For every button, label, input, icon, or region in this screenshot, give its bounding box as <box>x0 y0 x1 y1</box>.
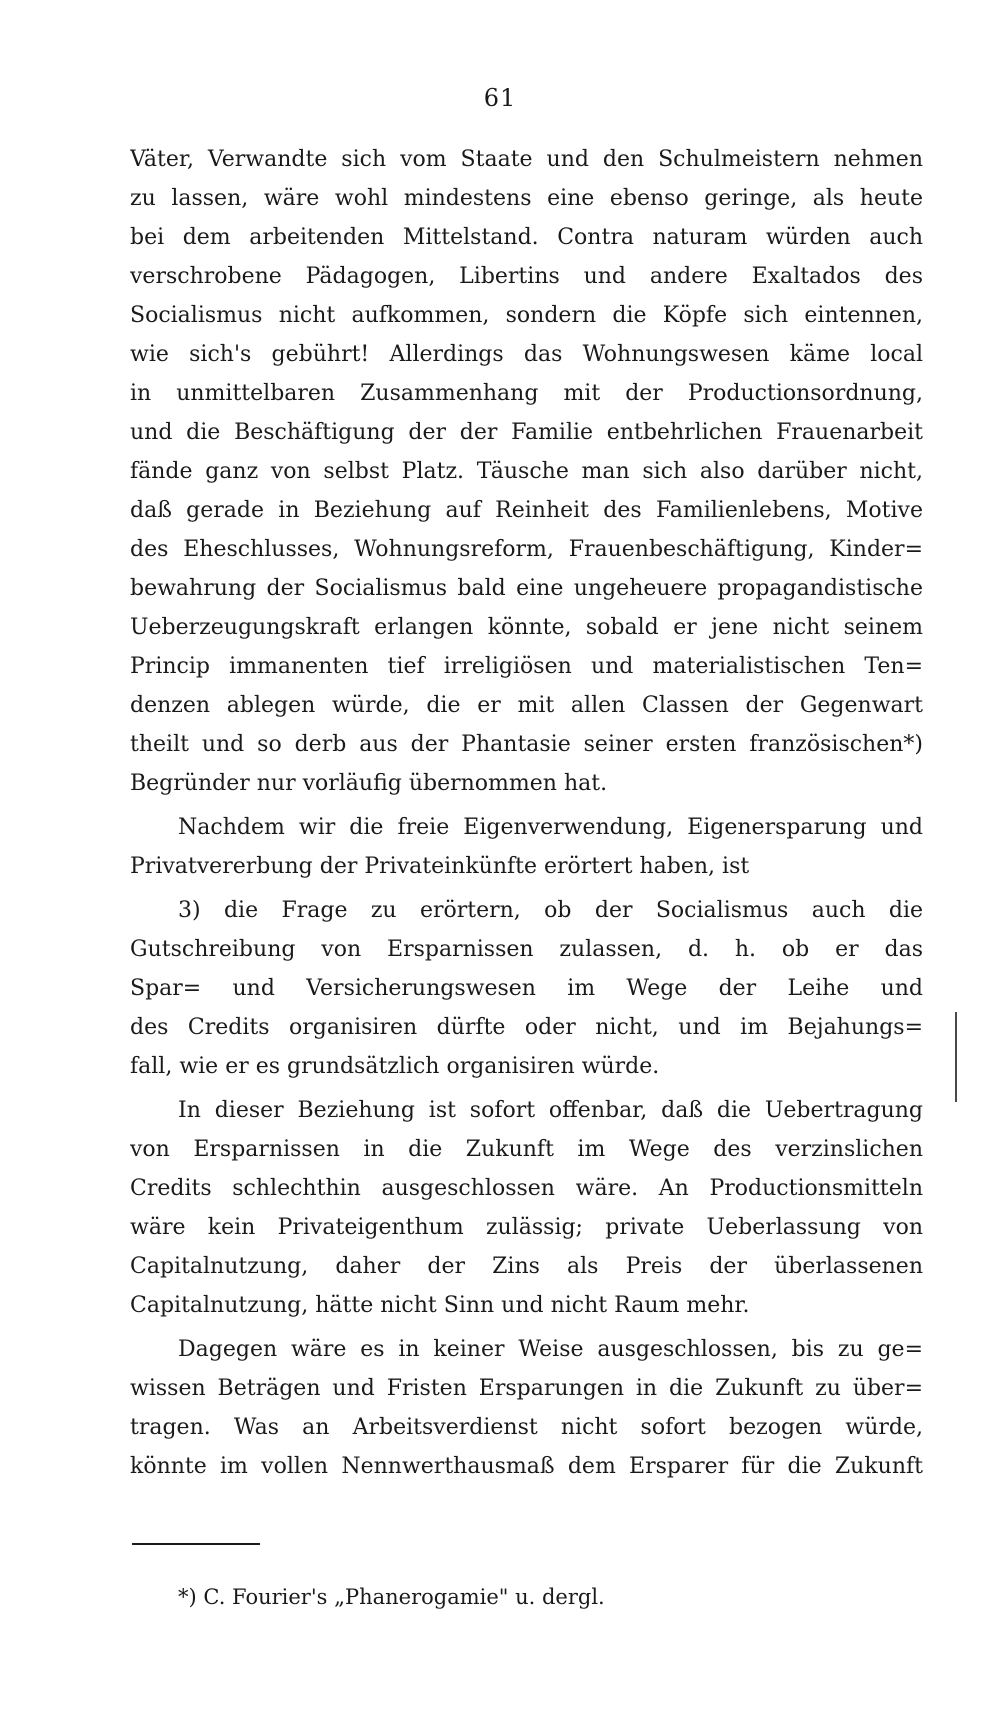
text-line: Väter, Verwandte sich vom Staate und den Schulmeistern nehmen <box>130 147 923 172</box>
text-line: in unmittelbaren Zusammenhang mit der Productionsordnung, <box>130 381 923 406</box>
text-line: Credits schlechthin ausgeschlossen wäre. An Productionsmitteln <box>130 1176 923 1201</box>
text-line: bei dem arbeitenden Mittelstand. Contra naturam würden auch <box>130 225 923 250</box>
text-line: Ueberzeugungskraft erlangen könnte, sobald er jene nicht seinem <box>130 615 923 640</box>
paragraph-5 <box>130 1330 923 1486</box>
text-line: Capitalnutzung, daher der Zins als Preis der überlassenen <box>130 1254 923 1279</box>
paragraph-3 <box>130 891 923 1086</box>
text-line: wissen Beträgen und Fristen Ersparungen in die Zukunft zu über= <box>130 1376 923 1401</box>
text-line: wie sich's gebührt! Allerdings das Wohnungswesen käme local <box>130 342 923 367</box>
body-text <box>130 140 923 1486</box>
text-line: des Credits organisiren dürfte oder nicht, und im Bejahungs= <box>130 1015 923 1040</box>
text-line: wäre kein Privateigenthum zulässig; private Ueberlassung von <box>130 1215 923 1240</box>
text-line: 3) die Frage zu erörtern, ob der Socialismus auch die <box>178 898 923 923</box>
footnote-divider <box>132 1543 260 1545</box>
text-line: Socialismus nicht aufkommen, sondern die Köpfe sich eintennen, <box>130 303 923 328</box>
text-line: theilt und so derb aus der Phantasie seiner ersten französischen*) <box>130 732 923 757</box>
paragraph-1 <box>130 140 923 803</box>
text-line: könnte im vollen Nennwerthausmaß dem Ersparer für die Zukunft <box>130 1454 923 1479</box>
text-line: Nachdem wir die freie Eigenverwendung, Eigenersparung und <box>178 815 923 840</box>
paragraph-4 <box>130 1091 923 1325</box>
text-line: bewahrung der Socialismus bald eine ungeheuere propagandistische <box>130 576 923 601</box>
text-line: Gutschreibung von Ersparnissen zulassen, d. h. ob er das <box>130 937 923 962</box>
text-line: Privatvererbung der Privateinkünfte erörtert haben, ist <box>130 854 750 879</box>
paragraph-2 <box>130 808 923 886</box>
margin-pencil-mark <box>955 1012 957 1102</box>
text-line: und die Beschäftigung der der Familie entbehrlichen Frauenarbeit <box>130 420 923 445</box>
text-line: des Eheschlusses, Wohnungsreform, Frauenbeschäftigung, Kinder= <box>130 537 923 562</box>
text-line: Spar= und Versicherungswesen im Wege der Leihe und <box>130 976 923 1001</box>
text-line: tragen. Was an Arbeitsverdienst nicht sofort bezogen würde, <box>130 1415 923 1440</box>
page-number: 61 <box>483 84 517 112</box>
text-line: Princip immanenten tief irreligiösen und materialistischen Ten= <box>130 654 923 679</box>
text-line: fände ganz von selbst Platz. Täusche man sich also darüber nicht, <box>130 459 923 484</box>
text-line: denzen ablegen würde, die er mit allen Classen der Gegenwart <box>130 693 923 718</box>
text-line: Capitalnutzung, hätte nicht Sinn und nicht Raum mehr. <box>130 1293 750 1318</box>
text-line: Dagegen wäre es in keiner Weise ausgeschlossen, bis zu ge= <box>178 1337 923 1362</box>
text-line: verschrobene Pädagogen, Libertins und andere Exaltados des <box>130 264 923 289</box>
text-line: zu lassen, wäre wohl mindestens eine ebenso geringe, als heute <box>130 186 923 211</box>
footnote: *) C. Fourier's „Phanerogamie" u. dergl. <box>178 1585 605 1609</box>
text-line: daß gerade in Beziehung auf Reinheit des Familienlebens, Motive <box>130 498 923 523</box>
text-line: von Ersparnissen in die Zukunft im Wege des verzinslichen <box>130 1137 923 1162</box>
text-line: Begründer nur vorläufig übernommen hat. <box>130 771 608 796</box>
text-line: In dieser Beziehung ist sofort offenbar, daß die Uebertragung <box>178 1098 923 1123</box>
text-line: fall, wie er es grundsätzlich organisiren würde. <box>130 1054 660 1079</box>
